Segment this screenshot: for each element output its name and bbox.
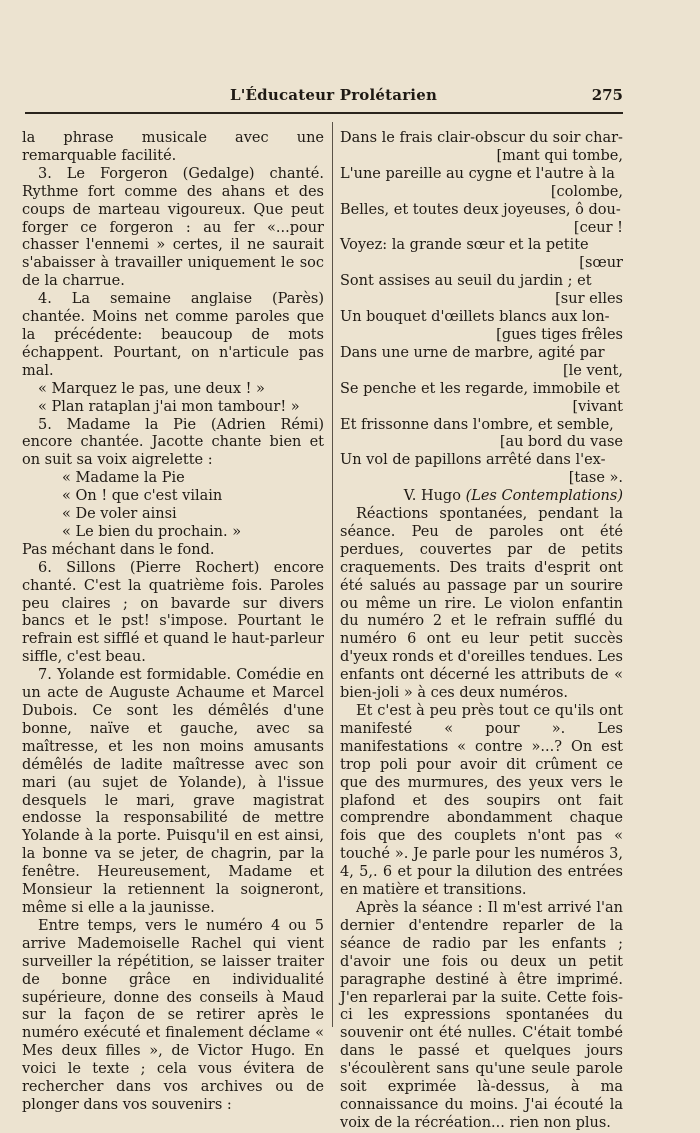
verse-line: Voyez: la grande sœur et la petite <box>340 237 589 254</box>
left-paragraph: « Marquez le pas, une deux ! » <box>38 380 265 397</box>
left-paragraph: Pas méchant dans le fond. <box>22 541 215 558</box>
verse-continuation: [ceur ! <box>573 219 623 236</box>
poem-author: V. Hugo <box>403 488 461 505</box>
left-paragraph: Entre temps, vers le numéro 4 ou 5 arrive Mademoiselle Rachel qui vient surveiller la répétition, se laisser traiter de bonne grâce en individualité supérieure, donne des conseils à Maud sur la façon de se retirer après le numéro exécuté et finalement déclame « Mes deux filles », de Victor Hugo. En voici le texte ; cela vous évitera de rechercher dans vos archives ou de plonger dans vos souvenirs : <box>22 917 324 1113</box>
verse-line: Belles, et toutes deux joyeuses, ô dou- <box>340 201 621 218</box>
right-column <box>340 130 623 1133</box>
verse-continuation: [sur elles <box>555 291 623 308</box>
poem-signature <box>340 488 623 506</box>
header-rule <box>25 112 623 114</box>
verse-continuation: [tase ». <box>568 470 623 487</box>
verse-continuation: [sœur <box>579 255 623 272</box>
verse-line: Se penche et les regarde, immobile et <box>340 380 620 397</box>
verse-line: Sont assises au seuil du jardin ; et <box>340 273 592 290</box>
poem-source: (Les Contemplations) <box>465 488 623 505</box>
verse-continuation: [colombe, <box>550 183 623 200</box>
verse-continuation: [mant qui tombe, <box>496 147 623 164</box>
left-paragraph: 3. Le Forgeron (Gedalge) chanté. Rythme fort comme des ahans et des coups de marteau vigoureux. Que peut forger ce forgeron : au fer «...pour chasser l'ennemi » certes, il ne saurait s'abaisser à travailler uniquement le soc de la charrue. <box>22 165 324 290</box>
running-header <box>25 86 623 110</box>
left-paragraph: « De voler ainsi <box>62 506 177 523</box>
left-paragraph: 4. La semaine anglaise (Parès) chantée. Moins net comme paroles que la précédente: beaucoup de mots échappent. Pourtant, on n'articule pas mal. <box>22 291 324 379</box>
left-paragraph: la phrase musicale avec une remarquable facilité. <box>22 130 324 164</box>
verse-line: Un bouquet d'œillets blancs aux lon- <box>340 309 610 326</box>
verse-continuation: [vivant <box>572 398 623 415</box>
left-paragraph: « Le bien du prochain. » <box>62 523 242 540</box>
poem <box>340 130 623 488</box>
verse-continuation: [gues tiges frêles <box>496 326 623 343</box>
page-number: 275 <box>591 86 623 104</box>
right-paragraphs <box>340 506 623 1133</box>
left-paragraph: 7. Yolande est formidable. Comédie en un acte de Auguste Achaume et Marcel Dubois. Ce sont les démêlés d'une bonne, naïve et gauche, avec sa maîtresse, et les non moins amusants démêlés de ladite maîtresse avec son mari (au sujet de Yolande), à l'issue desquels le mari, grave magistrat endosse la responsabilité de mettre Yolande à la porte. Puisqu'il en est ainsi, la bonne va se jeter, de chagrin, par la fenêtre. Heureusement, Madame et Monsieur la retiennent la soigneront, même si elle a la jaunisse. <box>22 667 324 916</box>
left-paragraph: 5. Madame la Pie (Adrien Rémi) encore chantée. Jacotte chante bien et on suit sa voix aigrelette : <box>22 416 324 469</box>
right-paragraph: Après la séance : Il m'est arrivé l'an dernier d'entendre reparler de la séance de radio par les enfants ; d'avoir une fois ou deux un petit paragraphe destiné à être imprimé. J'en reparlerai par la suite. Cette fois-ci les expressions spontanées du souvenir ont été nulles. C'était tombé dans le passé et quelques jours s'écoulèrent sans qu'une seule parole soit exprimée là-dessus, à ma connaissance du moins. J'ai écouté la voix de la récréation... rien non plus. <box>340 899 623 1131</box>
right-paragraph: Et c'est à peu près tout ce qu'ils ont manifesté « pour ». Les manifestations « contre »...? On est trop poli pour avoir dit crûment ce que des murmures, des yeux vers le plafond et des soupirs ont fait comprendre abondamment chaque fois que des couplets n'ont pas « touché ». Je parle pour les numéros 3, 4, 5,. 6 et pour la dilution des entrées en matière et transitions. <box>340 703 623 899</box>
verse-continuation: [le vent, <box>562 362 623 379</box>
left-paragraph: « On ! que c'est vilain <box>62 488 223 505</box>
verse-line: Un vol de papillons arrêté dans l'ex- <box>340 452 606 469</box>
verse-line: Et frissonne dans l'ombre, et semble, <box>340 416 614 433</box>
column-divider <box>332 122 333 1027</box>
verse-line: L'une pareille au cygne et l'autre à la <box>340 165 615 182</box>
journal-title: L'Éducateur Prolétarien <box>230 86 438 104</box>
left-paragraph: « Plan rataplan j'ai mon tambour! » <box>38 398 300 415</box>
verse-line: Dans une urne de marbre, agité par <box>340 344 605 361</box>
left-paragraph: 6. Sillons (Pierre Rochert) encore chanté. C'est la quatrième fois. Paroles peu claires ; on bavarde sur divers bancs et le pst! s'impose. Pourtant le refrain est sifflé et quand le haut-parleur siffle, c'est beau. <box>22 559 324 666</box>
left-paragraph: « Madame la Pie <box>62 470 185 487</box>
left-column <box>22 130 324 1115</box>
verse-continuation: [au bord du vase <box>499 434 623 451</box>
right-paragraph: Réactions spontanées, pendant la séance. Peu de paroles ont été perdues, couvertes par de petits craquements. Des traits d'esprit ont été salués au passage par un sourire ou même un rire. Le violon enfantin du numéro 2 et le refrain sufflé du numéro 6 ont eu leur petit succès d'yeux ronds et d'oreilles tendues. Les enfants ont décerné les attributs de « bien-joli » à ces deux numéros. <box>340 506 623 702</box>
verse-line: Dans le frais clair-obscur du soir char- <box>340 130 623 146</box>
